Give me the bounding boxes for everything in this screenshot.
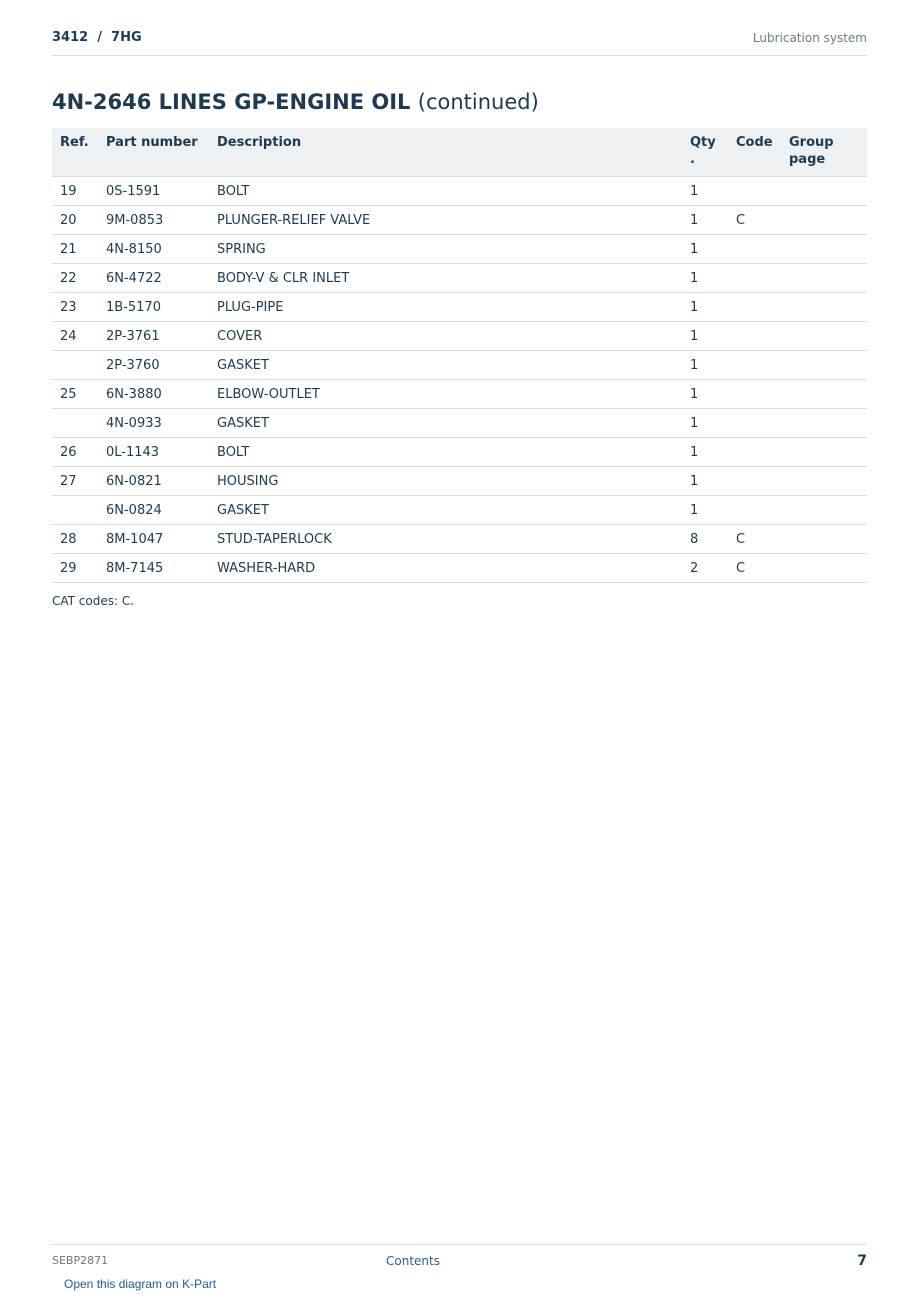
cell-group-page <box>781 206 867 235</box>
table-row <box>52 496 867 525</box>
cell-description: PLUG-PIPE <box>209 293 682 322</box>
col-qty: Qty . <box>682 128 728 177</box>
cell-qty: 1 <box>682 409 728 438</box>
cell-part-number: 2P-3761 <box>98 322 209 351</box>
cell-qty: 1 <box>682 293 728 322</box>
table-row <box>52 525 867 554</box>
cell-code <box>728 264 781 293</box>
cell-ref: 25 <box>52 380 98 409</box>
cell-qty: 1 <box>682 264 728 293</box>
title-suffix: (continued) <box>417 90 539 114</box>
cell-group-page <box>781 438 867 467</box>
cell-code <box>728 235 781 264</box>
cell-ref: 19 <box>52 177 98 206</box>
table-row <box>52 322 867 351</box>
cell-part-number: 9M-0853 <box>98 206 209 235</box>
cell-ref: 20 <box>52 206 98 235</box>
col-description: Description <box>209 128 682 177</box>
cell-group-page <box>781 554 867 583</box>
cell-part-number: 1B-5170 <box>98 293 209 322</box>
col-group-page: Group page <box>781 128 867 177</box>
table-row <box>52 409 867 438</box>
cell-description: WASHER-HARD <box>209 554 682 583</box>
cell-code <box>728 438 781 467</box>
cell-group-page <box>781 467 867 496</box>
cell-ref: 23 <box>52 293 98 322</box>
cell-code: C <box>728 554 781 583</box>
table-row <box>52 380 867 409</box>
cell-description: GASKET <box>209 351 682 380</box>
table-row <box>52 293 867 322</box>
contents-link[interactable]: Contents <box>386 1254 440 1268</box>
cell-ref <box>52 496 98 525</box>
cell-group-page <box>781 351 867 380</box>
group-title: 4N-2646 LINES GP-ENGINE OIL <box>52 90 411 114</box>
cell-code <box>728 177 781 206</box>
model-label: 3412 / 7HG <box>52 30 142 45</box>
cell-part-number: 6N-0821 <box>98 467 209 496</box>
cell-description: ELBOW-OUTLET <box>209 380 682 409</box>
cell-part-number: 6N-3880 <box>98 380 209 409</box>
cell-group-page <box>781 525 867 554</box>
page-number: 7 <box>857 1253 867 1269</box>
cell-ref: 21 <box>52 235 98 264</box>
cell-code: C <box>728 525 781 554</box>
cell-code <box>728 293 781 322</box>
cell-ref: 28 <box>52 525 98 554</box>
page-footer <box>52 1244 867 1274</box>
cell-qty: 2 <box>682 554 728 583</box>
col-ref: Ref. <box>52 128 98 177</box>
cell-ref: 29 <box>52 554 98 583</box>
cell-description: STUD-TAPERLOCK <box>209 525 682 554</box>
table-row <box>52 438 867 467</box>
cell-part-number: 2P-3760 <box>98 351 209 380</box>
page-title <box>52 90 539 114</box>
cell-description: PLUNGER-RELIEF VALVE <box>209 206 682 235</box>
cell-qty: 1 <box>682 322 728 351</box>
cell-group-page <box>781 496 867 525</box>
cell-part-number: 4N-0933 <box>98 409 209 438</box>
cell-group-page <box>781 235 867 264</box>
table-row <box>52 351 867 380</box>
cell-ref: 26 <box>52 438 98 467</box>
cell-code <box>728 467 781 496</box>
parts-table <box>52 128 867 583</box>
page-header <box>52 26 867 56</box>
table-row <box>52 177 867 206</box>
kpart-link[interactable]: Open this diagram on K-Part <box>64 1277 217 1291</box>
cell-qty: 1 <box>682 235 728 264</box>
document-id: SEBP2871 <box>52 1254 109 1267</box>
table-header-row <box>52 128 867 177</box>
table-row <box>52 467 867 496</box>
table-row <box>52 235 867 264</box>
cell-qty: 1 <box>682 467 728 496</box>
col-part-number: Part number <box>98 128 209 177</box>
cell-part-number: 8M-7145 <box>98 554 209 583</box>
cell-description: HOUSING <box>209 467 682 496</box>
cell-qty: 1 <box>682 206 728 235</box>
cell-description: BOLT <box>209 177 682 206</box>
cell-qty: 1 <box>682 177 728 206</box>
cell-description: GASKET <box>209 496 682 525</box>
cell-ref <box>52 351 98 380</box>
cell-group-page <box>781 380 867 409</box>
cell-qty: 1 <box>682 496 728 525</box>
cell-qty: 1 <box>682 351 728 380</box>
cell-description: SPRING <box>209 235 682 264</box>
cell-part-number: 6N-4722 <box>98 264 209 293</box>
table-row <box>52 264 867 293</box>
cell-qty: 8 <box>682 525 728 554</box>
cell-qty: 1 <box>682 438 728 467</box>
cell-code <box>728 409 781 438</box>
cell-part-number: 4N-8150 <box>98 235 209 264</box>
cell-description: GASKET <box>209 409 682 438</box>
cell-ref <box>52 409 98 438</box>
col-code: Code <box>728 128 781 177</box>
cell-code <box>728 351 781 380</box>
cell-qty: 1 <box>682 380 728 409</box>
cell-part-number: 0S-1591 <box>98 177 209 206</box>
cell-code <box>728 322 781 351</box>
cell-group-page <box>781 177 867 206</box>
section-label: Lubrication system <box>752 31 867 45</box>
cell-part-number: 8M-1047 <box>98 525 209 554</box>
cell-description: BODY-V & CLR INLET <box>209 264 682 293</box>
cell-description: BOLT <box>209 438 682 467</box>
table-row <box>52 554 867 583</box>
cell-ref: 27 <box>52 467 98 496</box>
cat-codes-note: CAT codes: C. <box>52 594 135 608</box>
table-row <box>52 206 867 235</box>
cell-group-page <box>781 322 867 351</box>
cell-group-page <box>781 264 867 293</box>
cell-code <box>728 380 781 409</box>
cell-part-number: 6N-0824 <box>98 496 209 525</box>
parts-table-body <box>52 177 867 583</box>
cell-ref: 22 <box>52 264 98 293</box>
cell-group-page <box>781 409 867 438</box>
cell-code <box>728 496 781 525</box>
cell-group-page <box>781 293 867 322</box>
cell-description: COVER <box>209 322 682 351</box>
cell-ref: 24 <box>52 322 98 351</box>
cell-code: C <box>728 206 781 235</box>
cell-part-number: 0L-1143 <box>98 438 209 467</box>
